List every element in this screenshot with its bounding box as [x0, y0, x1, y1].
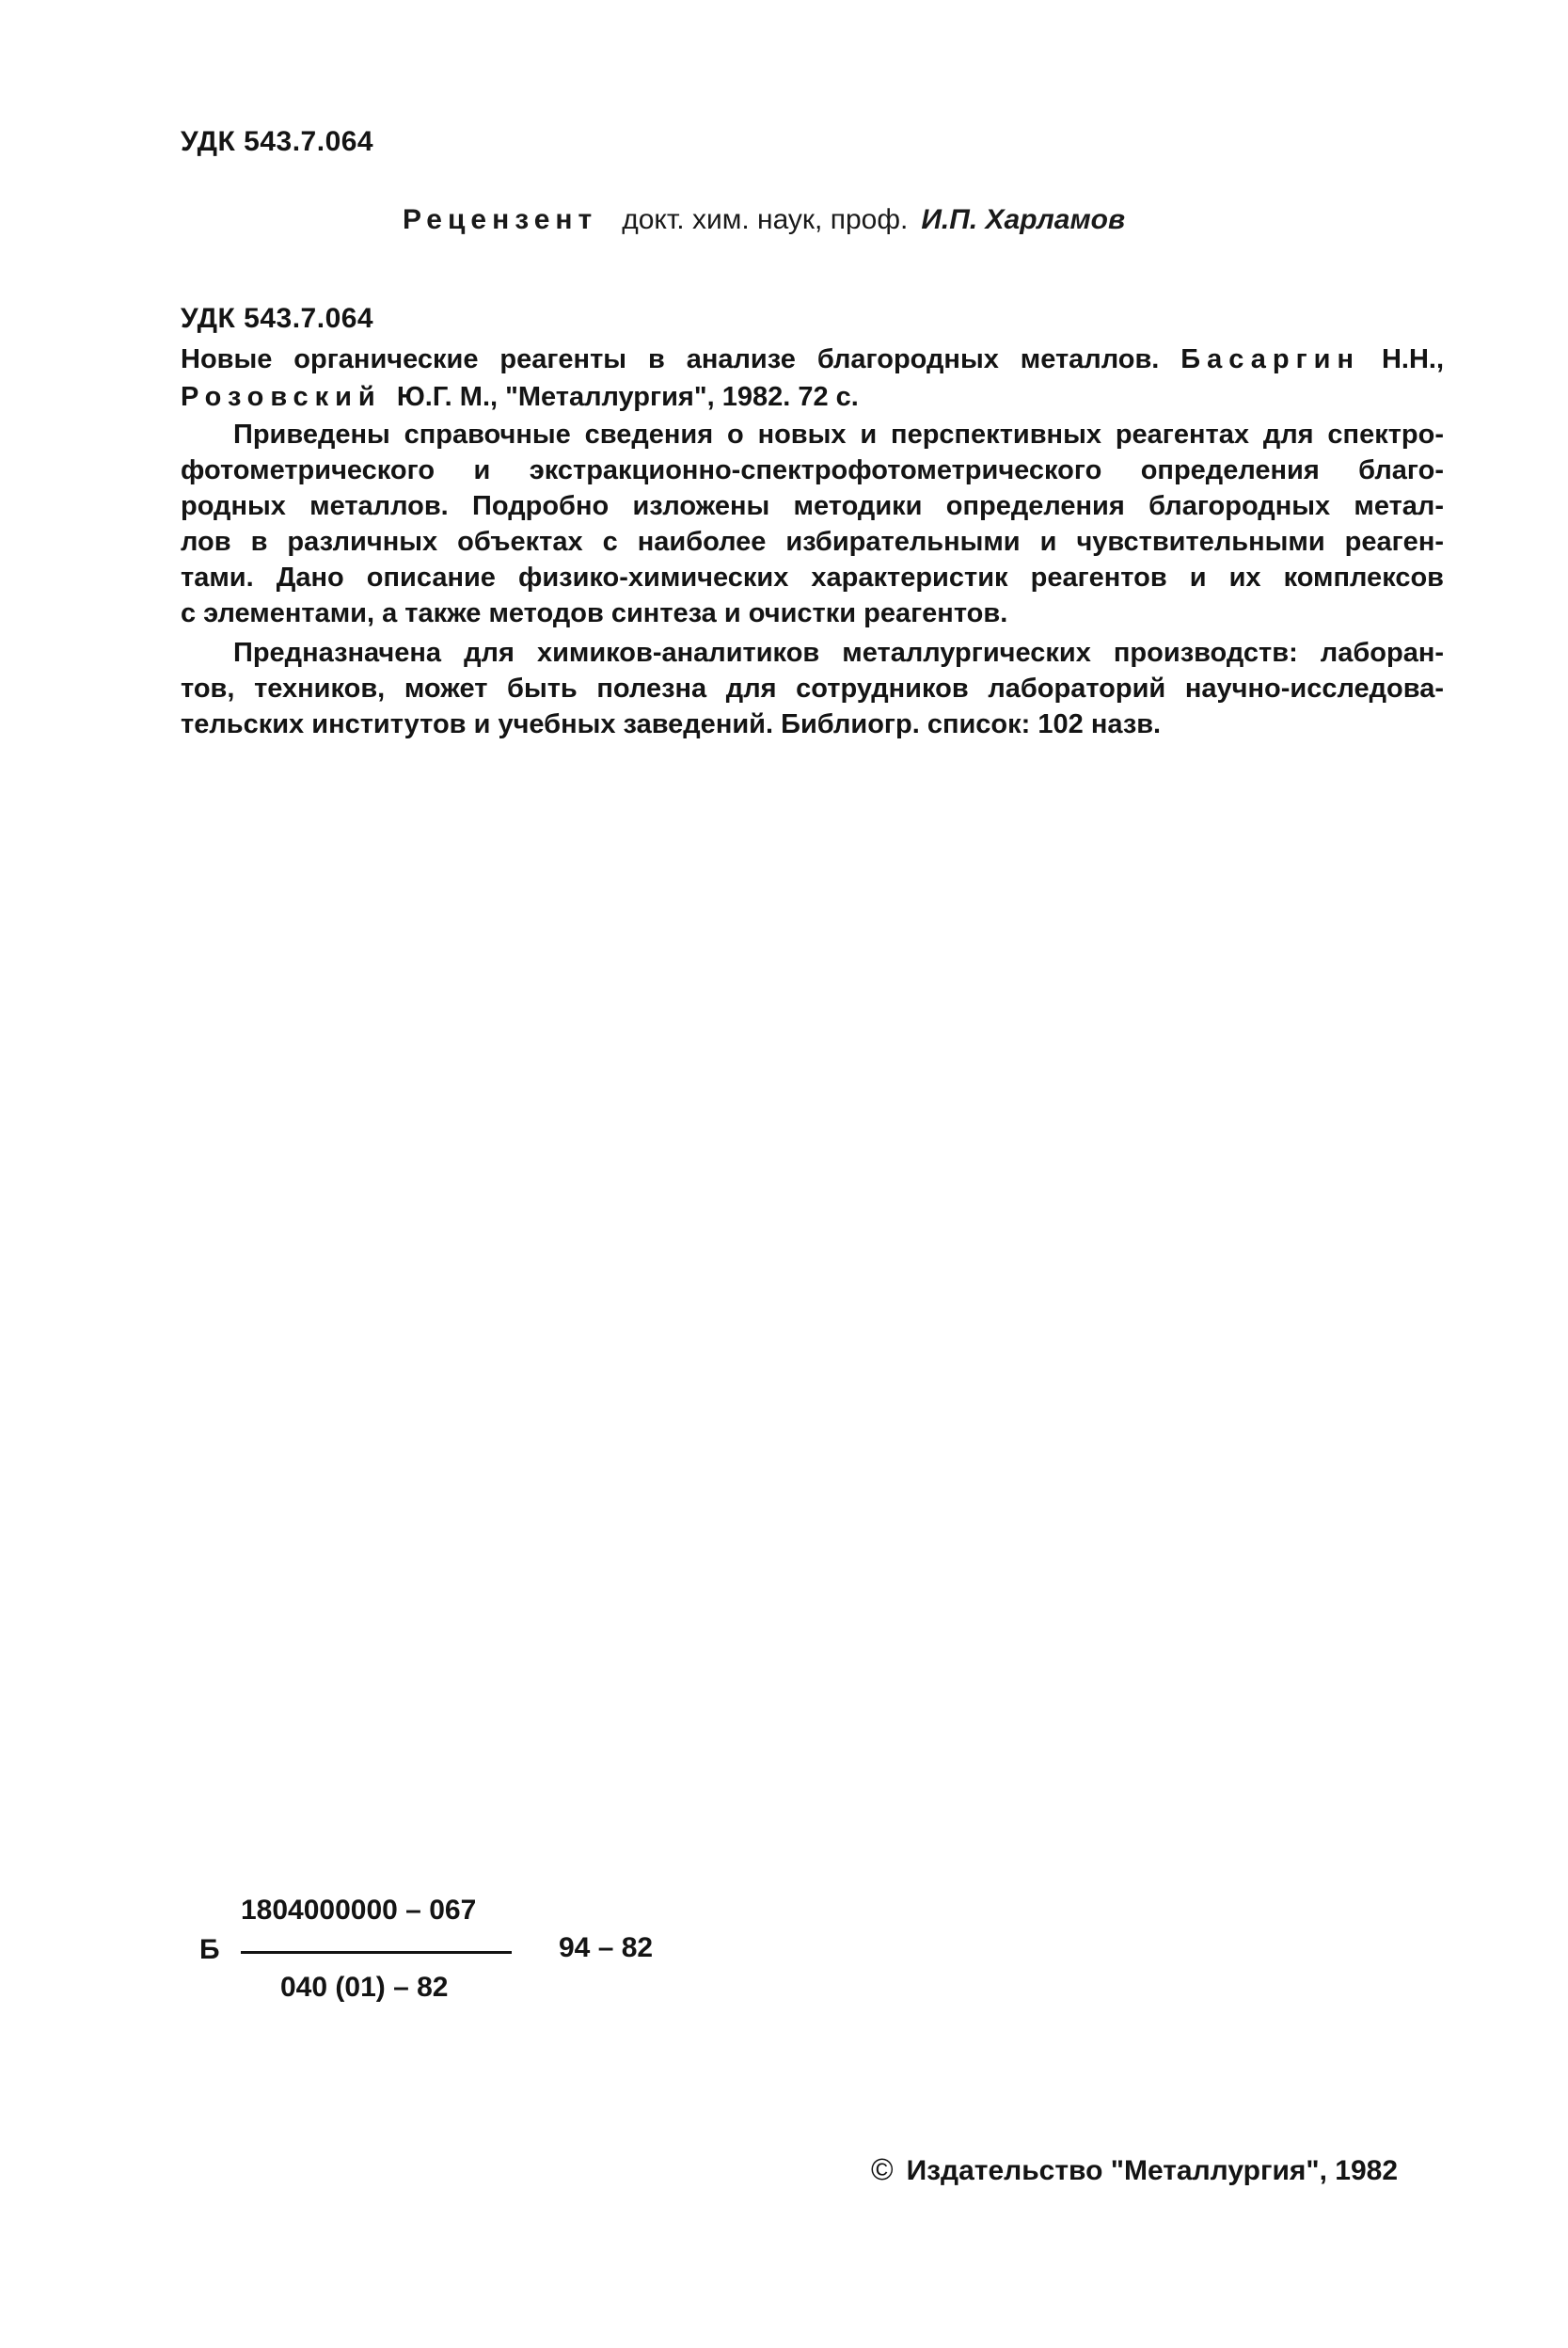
paragraph-1-line-2: фотометрического и экстракционно-спектрофотометрического определения благо- — [181, 455, 1444, 485]
reviewer-label: Рецензент — [403, 204, 598, 235]
paragraph-2-line-2: тов, техников, может быть полезна для сотрудников лабораторий научно-исследова- — [181, 674, 1444, 704]
paragraph-2-line-3: тельских институтов и учебных заведений. Библиогр. список: 102 назв. — [181, 709, 1162, 739]
citation-line-2 — [181, 380, 1444, 414]
paragraph-2-line-1: Предназначена для химиков-аналитиков металлургических производств: лаборан- — [233, 638, 1444, 668]
copyright-icon: © — [871, 2152, 894, 2186]
bib-code-denominator: 040 (01) – 82 — [280, 1972, 449, 2003]
paragraph-1-line-1: Приведены справочные сведения о новых и перспективных реагентах для спектро- — [233, 420, 1444, 450]
copyright-text: Издательство "Металлургия", 1982 — [906, 2155, 1399, 2186]
reviewer-name: И.П. Харламов — [921, 204, 1126, 235]
paragraph-1-line-5: тами. Дано описание физико-химических характеристик реагентов и их комплексов — [181, 563, 1444, 593]
bibliographic-code — [199, 1895, 689, 2007]
author-2-surname: Розовский — [181, 382, 382, 412]
bib-code-right: 94 – 82 — [559, 1932, 654, 1963]
citation-line-1 — [181, 342, 1444, 376]
paragraph-1-line-4: лов в различных объектах с наиболее избирательными и чувствительными реаген- — [181, 527, 1444, 557]
citation-publication-info: Ю.Г. М., "Металлургия", 1982. 72 с. — [396, 382, 859, 412]
copyright-line — [871, 2152, 1398, 2187]
author-1-initials: Н.Н., — [1381, 344, 1444, 374]
bib-code-fraction-rule — [241, 1951, 512, 1954]
paragraph-1-line-6: с элементами, а также методов синтеза и очистки реагентов. — [181, 598, 1008, 628]
book-title: Новые органические реагенты в анализе благородных металлов. — [181, 344, 1160, 374]
udk-code-top: УДК 543.7.064 — [181, 126, 374, 157]
reviewer-line — [403, 204, 1125, 236]
reviewer-credentials: докт. хим. наук, проф. — [622, 204, 909, 235]
bib-code-numerator: 1804000000 – 067 — [241, 1895, 477, 1926]
bib-code-letter: Б — [199, 1934, 220, 1965]
author-1-surname: Басаргин — [1180, 344, 1361, 374]
paragraph-1-line-3: родных металлов. Подробно изложены методики определения благородных метал- — [181, 491, 1444, 521]
udk-code-abstract: УДК 543.7.064 — [181, 303, 374, 334]
